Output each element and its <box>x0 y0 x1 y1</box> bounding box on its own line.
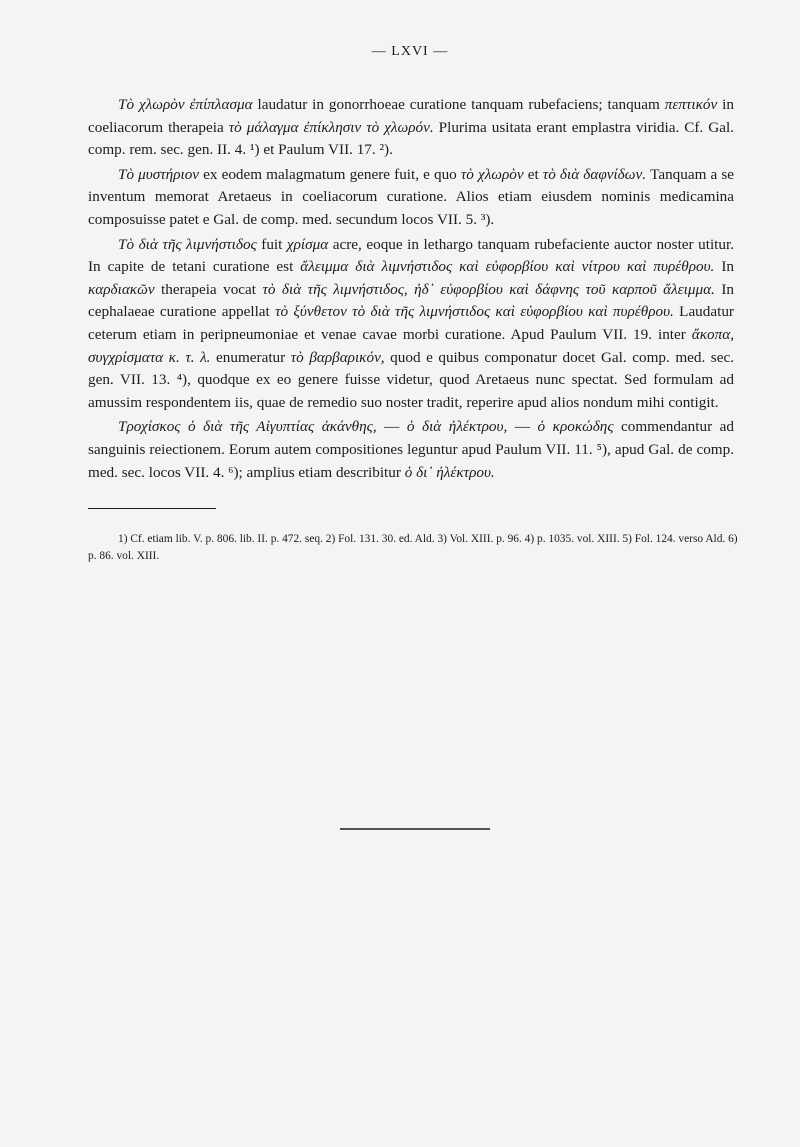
greek-term: τὸ διὰ δαφνίδων. <box>542 165 647 183</box>
footnote-rule <box>88 508 216 509</box>
footnote-text: 1) Cf. etiam lib. V. p. 806. lib. II. p. 472. seq. 2) Fol. 131. 30. ed. Ald. 3) Vol. XIII. p. 96. 4) p. 1035. vol. XIII. 5) Fol. 124. verso Ald. 6) p. 86. vol. XIII. <box>88 533 738 563</box>
bleed-through-rule <box>340 828 490 830</box>
latin-text: Plurima usitata erant emplastra viridia. Cf. Gal. comp. rem. sec. gen. II. 4. ¹) et Paulum VII. 17. ²). <box>88 118 735 159</box>
latin-text: Tanquam a se inventum memorat Aretaeus in coeliacorum curatione. Alios etiam eiusdem nominis medicamina composuisse patet e Gal. de comp. med. secundum locos VII. 5. ³). <box>88 165 735 228</box>
greek-term: ἄκοπα, συγχρίσματα κ. τ. λ. <box>88 325 734 366</box>
latin-text: — <box>376 418 407 436</box>
latin-text: — <box>507 418 538 436</box>
greek-term: τὸ βαρβαρικόν, <box>290 348 385 366</box>
greek-term: τὸ μάλαγμα ἐπίκλησιν τὸ χλωρόν. <box>228 118 434 136</box>
footnotes <box>88 531 738 565</box>
latin-text: enumeratur <box>210 348 291 366</box>
greek-term: τὸ ξύνθετον τὸ διὰ τῆς λιμνήστιδος καὶ εὐφορβίου καὶ πυρέθρου. <box>275 303 674 321</box>
latin-text: fuit <box>256 235 287 253</box>
greek-term: ἄλειμμα διὰ λιμνήστιδος καὶ εὐφορβίου καὶ νίτρου καὶ πυρέθρου. <box>300 258 715 276</box>
greek-term: τὸ διὰ τῆς λιμνήστιδος, ἠδ᾽ εὐφορβίου καὶ δάφνης τοῦ καρποῦ ἄλειμμα. <box>262 280 715 298</box>
page-header: — LXVI — <box>371 44 449 59</box>
greek-term: ὁ δι᾽ ἠλέκτρου. <box>404 463 495 481</box>
latin-text: in coeliacorum therapeia <box>88 96 734 136</box>
paragraph <box>88 94 734 162</box>
greek-term: Τὸ χλωρὸν ἐπίπλασμα <box>118 96 253 113</box>
greek-term: Τὸ διὰ τῆς λιμνήστιδος <box>118 235 257 253</box>
paragraph <box>88 416 734 484</box>
greek-term: ὁ διὰ ἠλέκτρου, <box>406 418 508 436</box>
latin-text: ex eodem malagmatum genere fuit, e quo <box>199 165 461 183</box>
greek-term: Τροχίσκος ὁ διὰ τῆς Αἰγυπτίας ἀκάνθης, <box>118 418 377 436</box>
latin-text: Laudatur ceterum etiam in peripneumoniae et venae cavae morbi curatione. Apud Paulum VII. 19. inter <box>88 303 734 343</box>
latin-text: acre, eoque in lethargo tanquam rubefaciente auctor noster utitur. In capite de tetani curatione est <box>88 235 734 276</box>
latin-text: therapeia vocat <box>154 280 263 298</box>
greek-term: Τὸ μυστήριον <box>118 165 200 183</box>
latin-text: In <box>714 258 734 276</box>
paragraph <box>88 164 734 232</box>
greek-term: καρδιακῶν <box>88 280 155 298</box>
greek-term: πεπτικόν <box>664 96 718 113</box>
latin-text: laudatur in gonorrhoeae curatione tanquam rubefaciens; tanquam <box>252 96 665 113</box>
greek-term: χρίσμα <box>286 235 329 253</box>
greek-term: ὁ κροκώδης <box>537 418 614 436</box>
paragraph <box>88 234 734 415</box>
latin-text: et <box>523 165 543 183</box>
body-text <box>88 94 734 484</box>
latin-text: commendantur ad sanguinis reiectionem. Eorum autem compositiones leguntur apud Paulum VII. 11. ⁵), apud Gal. de comp. med. sec. locos VII. 4. ⁶); amplius etiam describitur <box>88 418 734 481</box>
latin-text: quod e quibus componatur docet Gal. comp. med. sec. gen. VII. 13. ⁴), quodque ex eo genere fuisse videtur, quod Aretaeus nunc spectat. Sed formulam ad amussim respondentem iis, quae de remedio suo noster tradit, reperire apud alios nondum mihi contigit. <box>88 348 734 411</box>
latin-text: In cephalaeae curatione appellat <box>88 280 734 321</box>
greek-term: τὸ χλωρὸν <box>460 165 524 183</box>
